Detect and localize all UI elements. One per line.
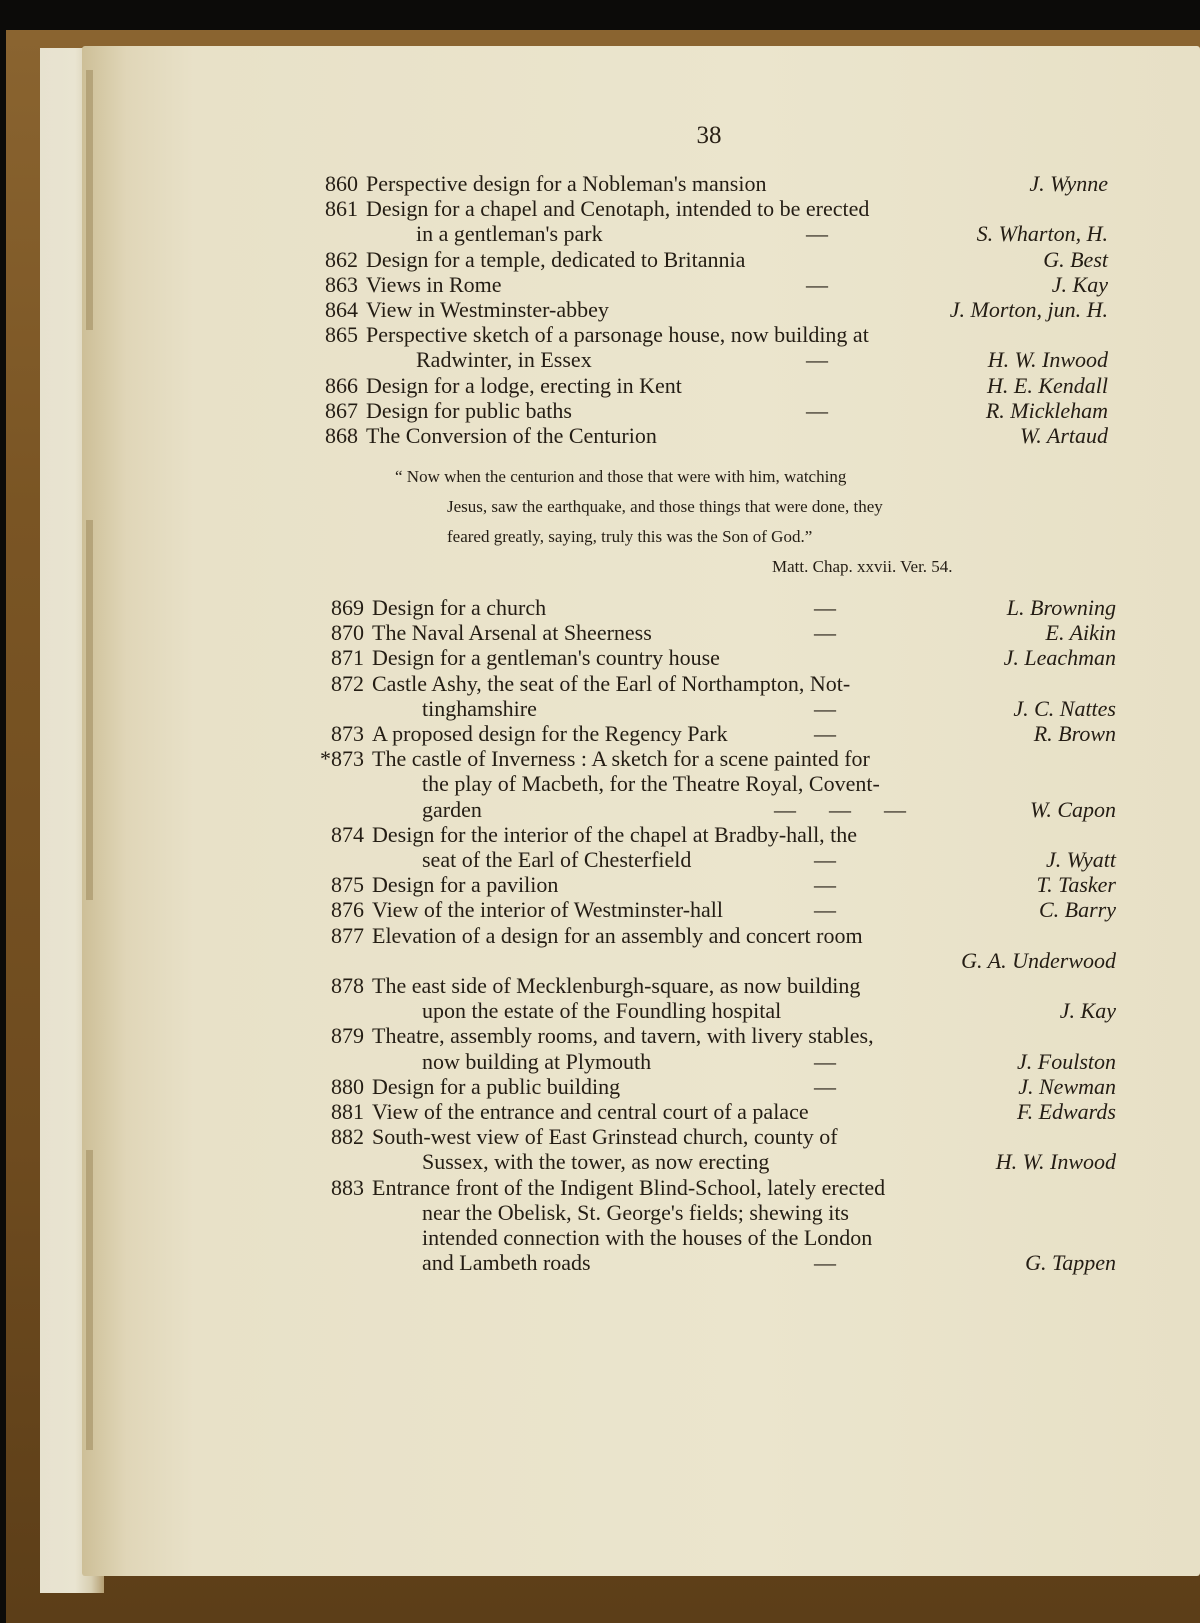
entry-artist: S. Wharton, H.: [976, 221, 1108, 247]
entry-artist: W. Artaud: [1019, 423, 1108, 448]
gutter-shadow: [86, 1150, 93, 1450]
entry-artist: H. W. Inwood: [987, 347, 1108, 373]
entry-artist: J. Leachman: [1003, 645, 1116, 671]
entry-title: in a gentleman's park: [416, 221, 603, 247]
entry-number: 868: [325, 423, 358, 448]
entry-artist: J. Wynne: [1029, 171, 1108, 196]
entry-artist: J. Foulston: [1017, 1048, 1116, 1074]
quote-citation: Matt. Chap. xxvii. Ver. 54.: [772, 557, 953, 576]
entry-title: The east side of Mecklenburgh-square, as now building: [372, 973, 861, 998]
entry-title: Castle Ashy, the seat of the Earl of Northampton, Not-: [372, 670, 851, 696]
entry-number: 877: [331, 922, 364, 948]
entry-title: the play of Macbeth, for the Theatre Royal, Covent-: [422, 771, 880, 797]
entry-title: The castle of Inverness : A sketch for a scene painted for: [372, 746, 870, 772]
entry-dash: —: [814, 721, 836, 746]
entry-title: View of the entrance and central court of a palace: [372, 1099, 809, 1124]
entry-artist: L. Browning: [1006, 595, 1116, 620]
entry-number: 862: [325, 246, 358, 272]
entry-number: 874: [331, 821, 364, 847]
entry-artist: J. C. Nattes: [1013, 695, 1116, 721]
entry-dash: —: [814, 595, 836, 620]
entry-number: 860: [325, 171, 358, 196]
entry-artist: C. Barry: [1039, 897, 1116, 923]
entry-number: 875: [331, 872, 364, 898]
entry-artist: J. Wyatt: [1045, 846, 1116, 872]
entry-number: 872: [331, 670, 364, 696]
entry-title: South-west view of East Grinstead church, county of: [372, 1124, 838, 1150]
entry-number: 865: [325, 322, 358, 348]
entry-dash: —: [806, 347, 828, 373]
entry-artist: G. Best: [1043, 246, 1108, 272]
entry-title: seat of the Earl of Chesterfield: [422, 846, 692, 872]
entry-dash: — — —: [774, 796, 906, 822]
entry-title: The Conversion of the Centurion: [366, 423, 657, 448]
entry-title: Radwinter, in Essex: [416, 347, 592, 373]
entry-dash: —: [806, 221, 828, 247]
page-number: 38: [696, 122, 722, 149]
entry-title: Design for a pavilion: [372, 872, 559, 898]
quote-line: Jesus, saw the earthquake, and those things that were done, they: [447, 497, 883, 516]
entry-number: 867: [325, 397, 358, 423]
entry-artist: J. Kay: [1051, 271, 1108, 297]
entry-number: 882: [331, 1124, 364, 1150]
entry-title: Perspective sketch of a parsonage house, now building at: [366, 322, 869, 348]
entry-dash: —: [806, 271, 828, 297]
entry-title: intended connection with the houses of the London: [422, 1224, 873, 1250]
gutter-shadow: [86, 70, 93, 330]
entry-number: 878: [331, 973, 364, 998]
entry-title: Design for a temple, dedicated to Britannia: [366, 246, 746, 272]
entry-artist: J. Kay: [1059, 998, 1116, 1024]
entry-dash: —: [814, 846, 836, 872]
entry-dash: —: [814, 1250, 836, 1276]
entry-title: garden: [422, 796, 482, 822]
entry-title: Design for a gentleman's country house: [372, 645, 720, 671]
entry-dash: —: [814, 1073, 836, 1099]
entry-title: Entrance front of the Indigent Blind-School, lately erected: [372, 1174, 886, 1200]
entry-number: 880: [331, 1073, 364, 1099]
entry-number: 864: [325, 297, 358, 322]
entry-artist: W. Capon: [1030, 796, 1116, 822]
entry-artist: R. Brown: [1033, 721, 1116, 746]
entry-artist: R. Mickleham: [985, 397, 1108, 423]
entry-artist: H. W. Inwood: [995, 1149, 1116, 1175]
quote-line: “ Now when the centurion and those that were with him, watching: [395, 467, 847, 486]
quote-line: feared greatly, saying, truly this was the Son of God.”: [447, 527, 813, 546]
entry-number: 870: [331, 620, 364, 646]
entry-number: 873: [331, 721, 364, 746]
entry-number: 881: [331, 1099, 364, 1124]
entry-title: Design for the interior of the chapel at Bradby-hall, the: [372, 821, 858, 847]
entry-number: 869: [331, 595, 364, 620]
entry-dash: —: [814, 897, 836, 923]
entry-title: A proposed design for the Regency Park: [372, 721, 728, 746]
entry-number: 883: [331, 1174, 364, 1200]
entry-artist: H. E. Kendall: [987, 372, 1108, 398]
entry-title: View in Westminster-abbey: [366, 297, 609, 322]
entry-number: 879: [331, 1023, 364, 1049]
entry-dash: —: [814, 695, 836, 721]
entry-title: Sussex, with the tower, as now erecting: [422, 1149, 770, 1175]
gutter-shadow: [86, 520, 93, 900]
entry-title: Perspective design for a Nobleman's mansion: [366, 171, 767, 196]
entry-dash: —: [814, 1048, 836, 1074]
scripture-quote: [395, 462, 953, 582]
entry-title: View of the interior of Westminster-hall: [372, 897, 724, 923]
entry-title: Design for a lodge, erecting in Kent: [366, 372, 682, 398]
entry-dash: —: [814, 620, 836, 646]
entry-artist: G. A. Underwood: [961, 947, 1116, 973]
entry-title: Elevation of a design for an assembly and concert room: [372, 922, 863, 948]
entry-title: now building at Plymouth: [422, 1048, 652, 1074]
entry-number: 876: [331, 897, 364, 923]
entry-title: The Naval Arsenal at Sheerness: [372, 620, 652, 646]
entry-number: 866: [325, 372, 358, 398]
entry-title: tinghamshire: [422, 695, 537, 721]
entry-artist: T. Tasker: [1036, 872, 1116, 898]
entry-artist: E. Aikin: [1045, 620, 1116, 646]
entry-title: Design for public baths: [366, 397, 572, 423]
entry-artist: J. Morton, jun. H.: [949, 297, 1108, 322]
entry-title: Theatre, assembly rooms, and tavern, with livery stables,: [372, 1023, 874, 1049]
entry-title: and Lambeth roads: [422, 1250, 591, 1276]
entry-title: Design for a church: [372, 595, 547, 620]
entry-title: Design for a public building: [372, 1073, 621, 1099]
entry-title: Design for a chapel and Cenotaph, intended to be erected: [366, 196, 870, 222]
entry-number: 861: [325, 196, 358, 222]
entry-artist: J. Newman: [1018, 1073, 1116, 1099]
entry-artist: F. Edwards: [1016, 1099, 1116, 1124]
entry-title: Views in Rome: [366, 271, 502, 297]
entry-number: *873: [320, 746, 364, 772]
entry-number: 863: [325, 271, 358, 297]
entry-dash: —: [806, 397, 828, 423]
entry-artist: G. Tappen: [1025, 1250, 1116, 1276]
entry-dash: —: [814, 872, 836, 898]
entry-number: 871: [331, 645, 364, 671]
entry-title: near the Obelisk, St. George's fields; shewing its: [422, 1199, 849, 1225]
entry-title: upon the estate of the Foundling hospital: [422, 998, 782, 1024]
